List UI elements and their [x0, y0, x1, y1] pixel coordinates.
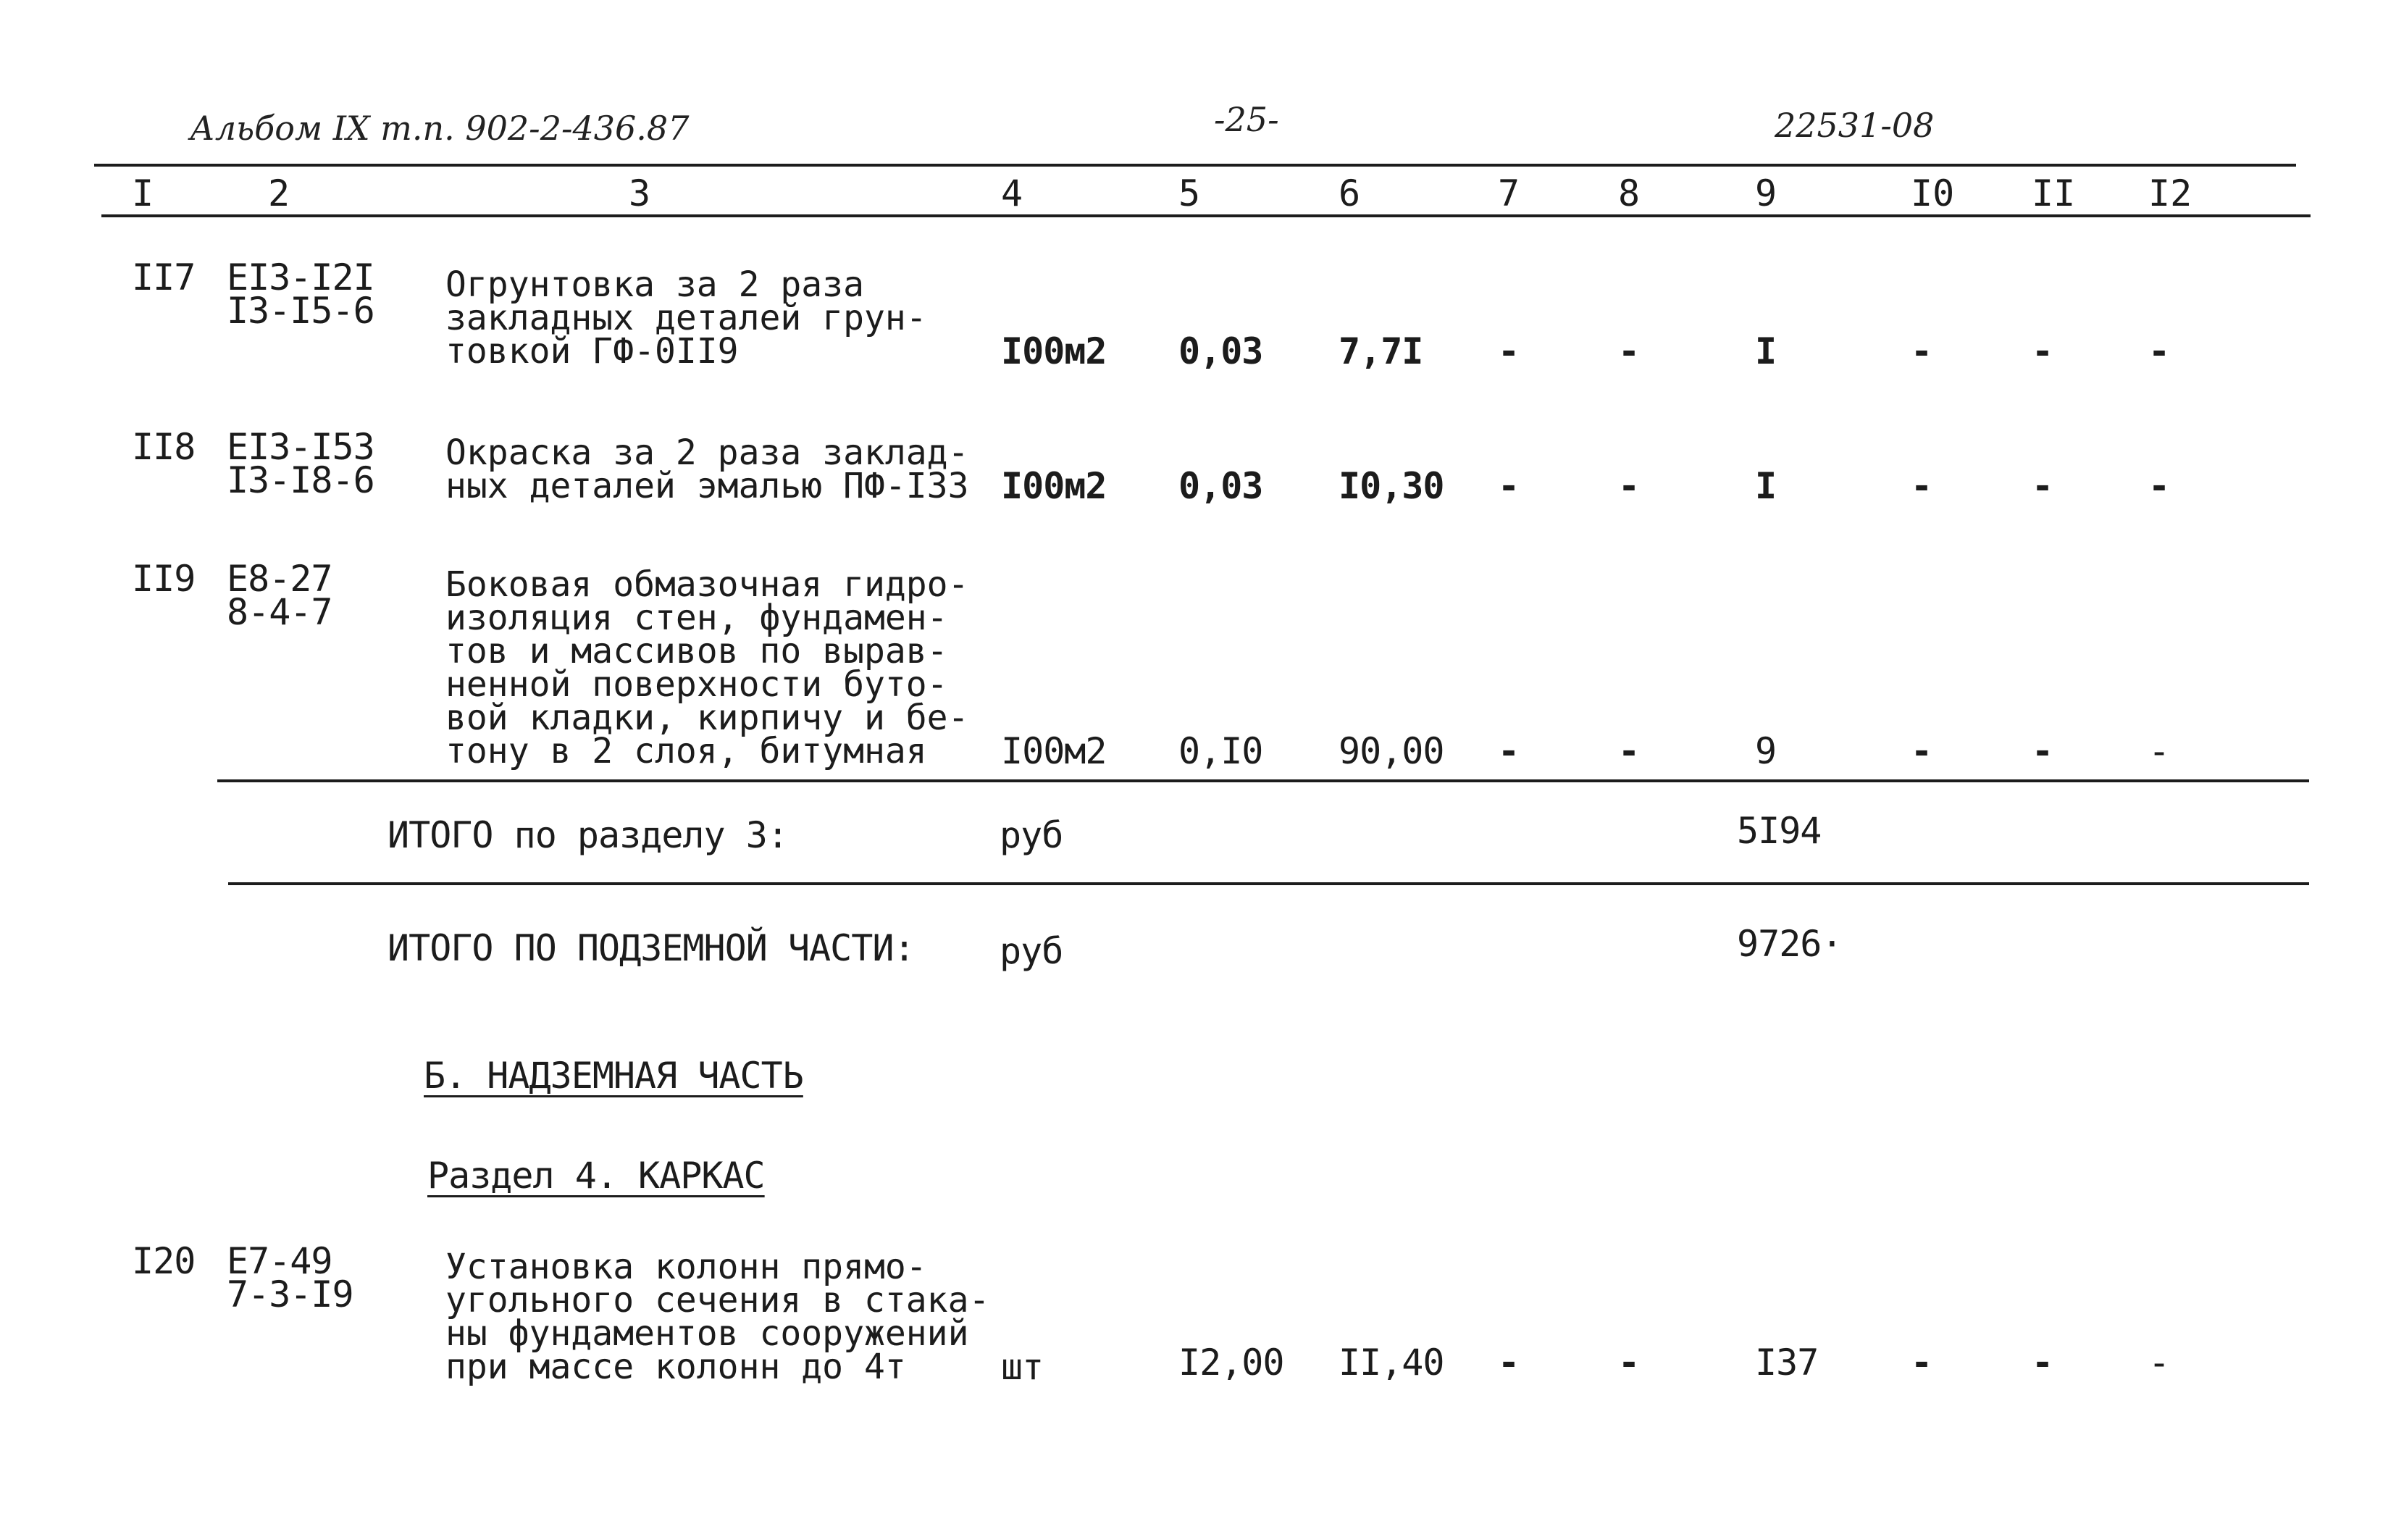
- row-number: II9: [132, 558, 196, 600]
- row-col11: -: [2032, 465, 2053, 507]
- row-total: I: [1755, 330, 1777, 372]
- row-col10: -: [1911, 330, 1932, 372]
- row-description-line: вой кладки, кирпичу и бе-: [445, 698, 969, 738]
- row-description-line: Окраска за 2 раза заклад-: [445, 432, 969, 473]
- row-description-line: Огрунтовка за 2 раза: [445, 264, 864, 305]
- row-col11: -: [2032, 1342, 2053, 1384]
- row-description-line: ненной поверхности буто-: [445, 664, 948, 705]
- row-col11: -: [2032, 730, 2053, 772]
- row-code-primary: E7-49: [227, 1240, 332, 1282]
- row-col7: -: [1498, 1342, 1520, 1384]
- column-number-9: 9: [1755, 172, 1777, 214]
- row-number: II7: [132, 256, 196, 298]
- column-number-1: I: [132, 172, 154, 214]
- header-rule: [94, 164, 2296, 167]
- row-quantity: 0,03: [1178, 465, 1263, 507]
- row-col8: -: [1618, 330, 1640, 372]
- row-quantity: 0,03: [1178, 330, 1263, 372]
- row-col10: -: [1911, 465, 1932, 507]
- row-col7: -: [1498, 330, 1520, 372]
- column-number-8: 8: [1618, 172, 1641, 214]
- row-code-primary: EI3-I53: [227, 426, 374, 468]
- row-col12: -: [2148, 465, 2170, 507]
- row-col12: -: [2148, 730, 2170, 772]
- row-code-primary: EI3-I2I: [227, 256, 374, 298]
- row-col12: -: [2148, 330, 2170, 372]
- row-code-primary: E8-27: [227, 558, 332, 600]
- row-col8: -: [1618, 730, 1640, 772]
- row-col7: -: [1498, 730, 1520, 772]
- row-col7: -: [1498, 465, 1520, 507]
- row-description-line: при массе колонн до 4т: [445, 1347, 906, 1387]
- row-quantity: 0,I0: [1178, 730, 1263, 772]
- album-reference: Альбом IX т.п. 902-2-436.87: [190, 109, 690, 148]
- row-unit-price: I0,30: [1339, 465, 1444, 507]
- section-heading: Раздел 4. КАРКАС: [427, 1155, 765, 1197]
- row-unit: I00м2: [1001, 465, 1107, 507]
- row-description-line: ны фундаментов сооружений: [445, 1313, 969, 1354]
- row-col12: -: [2148, 1342, 2170, 1384]
- row-total: I37: [1755, 1342, 1819, 1384]
- column-number-10: I0: [1911, 172, 1955, 214]
- underground-total-unit: руб: [1000, 930, 1063, 972]
- row-description-line: тов и массивов по вырав-: [445, 631, 948, 671]
- section-total-label: ИТОГО по разделу 3:: [388, 814, 788, 856]
- row-total: I: [1755, 465, 1777, 507]
- row-code-secondary: I3-I8-6: [227, 459, 374, 501]
- row-description-line: изоляция стен, фундамен-: [445, 598, 948, 638]
- row-unit-price: II,40: [1339, 1342, 1444, 1384]
- row-number: I20: [132, 1240, 196, 1282]
- row-col10: -: [1911, 730, 1932, 772]
- underground-total-rule: [228, 882, 2309, 885]
- row-description-line: закладных деталей грун-: [445, 298, 927, 338]
- section-total-value: 5I94: [1737, 810, 1822, 852]
- row-description-line: ных деталей эмалью ПФ-I33: [445, 466, 969, 506]
- column-number-12: I2: [2148, 172, 2192, 214]
- row-col8: -: [1618, 1342, 1640, 1384]
- row-description-line: товкой ГФ-0II9: [445, 331, 739, 372]
- row-description-line: угольного сечения в стака-: [445, 1280, 990, 1321]
- row-number: II8: [132, 426, 196, 468]
- row-unit-price: 7,7I: [1339, 330, 1423, 372]
- row-code-secondary: I3-I5-6: [227, 290, 374, 332]
- row-unit: I00м2: [1001, 330, 1107, 372]
- row-unit-price: 90,00: [1339, 730, 1444, 772]
- row-description-line: Боковая обмазочная гидро-: [445, 564, 969, 605]
- column-number-7: 7: [1498, 172, 1520, 214]
- row-description-line: Установка колонн прямо-: [445, 1247, 927, 1287]
- page-number: -25-: [1214, 100, 1279, 139]
- section-total-unit: руб: [1000, 814, 1063, 856]
- column-number-rule: [101, 214, 2311, 217]
- row-col11: -: [2032, 330, 2053, 372]
- row-code-secondary: 8-4-7: [227, 591, 332, 633]
- column-number-4: 4: [1001, 172, 1023, 214]
- row-unit: шт: [1001, 1346, 1044, 1388]
- column-number-6: 6: [1339, 172, 1361, 214]
- column-number-2: 2: [268, 172, 290, 214]
- row-unit: I00м2: [1001, 730, 1107, 772]
- underground-total-label: ИТОГО ПО ПОДЗЕМНОЙ ЧАСТИ:: [388, 927, 915, 969]
- document-code: 22531-08: [1775, 106, 1935, 145]
- underground-total-value: 9726·: [1737, 923, 1843, 965]
- row-description-line: тону в 2 слоя, битумная: [445, 731, 927, 771]
- section-total-rule: [217, 779, 2309, 782]
- column-number-11: II: [2032, 172, 2076, 214]
- row-quantity: I2,00: [1178, 1342, 1284, 1384]
- part-heading: Б. НАДЗЕМНАЯ ЧАСТЬ: [424, 1055, 803, 1097]
- row-col8: -: [1618, 465, 1640, 507]
- row-col10: -: [1911, 1342, 1932, 1384]
- row-code-secondary: 7-3-I9: [227, 1273, 353, 1315]
- column-number-5: 5: [1178, 172, 1201, 214]
- column-number-3: 3: [629, 172, 651, 214]
- row-total: 9: [1755, 730, 1777, 772]
